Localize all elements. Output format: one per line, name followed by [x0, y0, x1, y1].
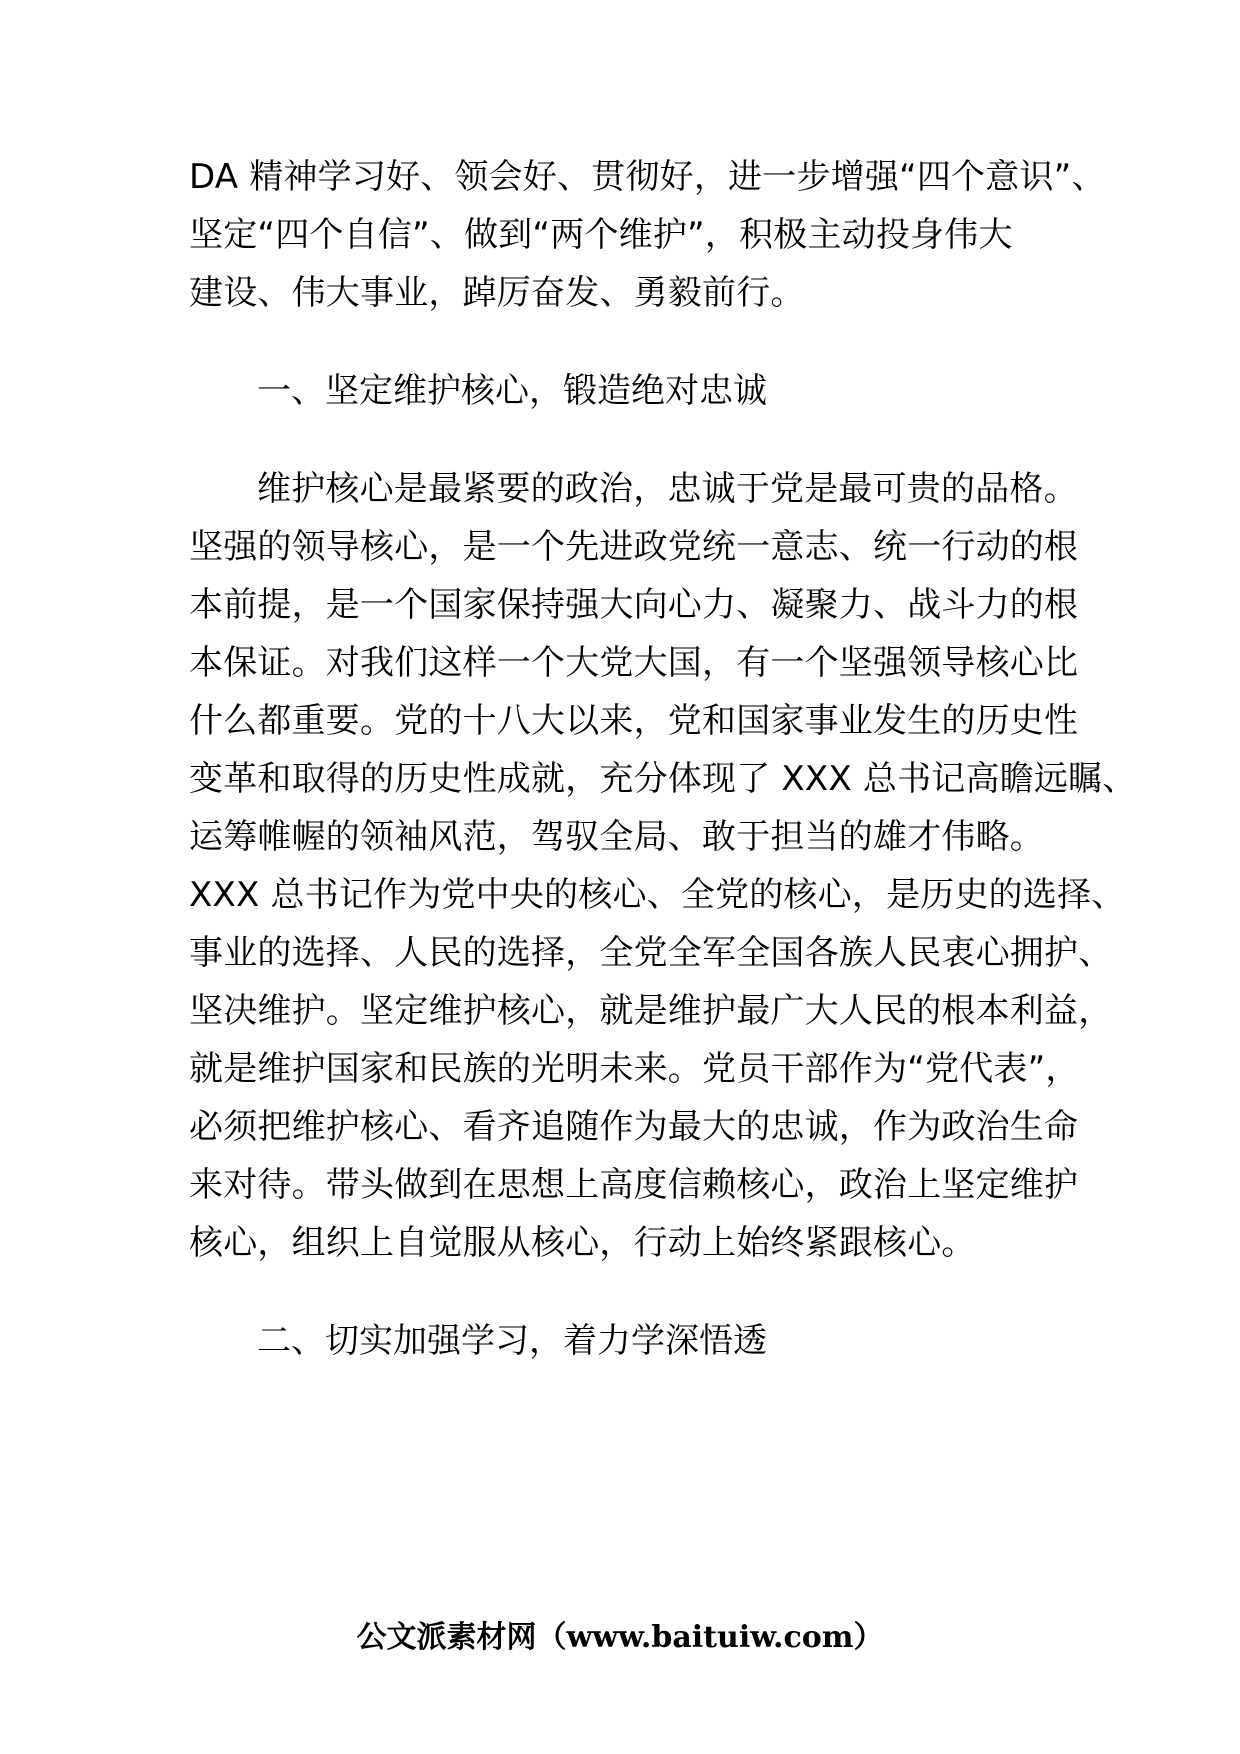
- section-1-line-4: 本保证。对我们这样一个大党大国，有一个坚强领导核心比: [189, 643, 1079, 683]
- intro-line-1: DA 精神学习好、领会好、贯彻好，进一步增强“四个意识”、: [189, 157, 1106, 197]
- section-1-line-13: 来对待。带头做到在思想上高度信赖核心，政治上坚定维护: [189, 1165, 1079, 1205]
- section-1-line-3: 本前提，是一个国家保持强大向心力、凝聚力、战斗力的根: [189, 585, 1079, 625]
- footer-source: 公文派素材网（www.baituiw.com）: [356, 1620, 884, 1655]
- section-1-line-9: 事业的选择、人民的选择，全党全军全国各族人民衷心拥护、: [189, 933, 1113, 973]
- section-1-heading: 一、坚定维护核心，锻造绝对忠诚: [257, 371, 767, 411]
- section-1-line-7: 运筹帷幄的领袖风范，驾驭全局、敢于担当的雄才伟略。: [189, 817, 1044, 857]
- intro-line-3: 建设、伟大事业，踔厉奋发、勇毅前行。: [189, 273, 805, 313]
- intro-line-2: 坚定“四个自信”、做到“两个维护”，积极主动投身伟大: [189, 215, 1013, 255]
- section-1-line-6: 变革和取得的历史性成就，充分体现了 XXX 总书记高瞻远瞩、: [189, 759, 1137, 799]
- section-1-line-14: 核心，组织上自觉服从核心，行动上始终紧跟核心。: [189, 1223, 976, 1263]
- section-1-line-2: 坚强的领导核心，是一个先进政党统一意志、统一行动的根: [189, 527, 1079, 567]
- section-1-line-8: XXX 总书记作为党中央的核心、全党的核心，是历史的选择、: [189, 875, 1126, 915]
- section-1-line-10: 坚决维护。坚定维护核心，就是维护最广大人民的根本利益，: [189, 991, 1113, 1031]
- section-1-line-5: 什么都重要。党的十八大以来，党和国家事业发生的历史性: [189, 701, 1079, 741]
- section-2-heading: 二、切实加强学习，着力学深悟透: [257, 1321, 767, 1361]
- section-1-line-12: 必须把维护核心、看齐追随作为最大的忠诚，作为政治生命: [189, 1107, 1079, 1147]
- section-1-line-1: 维护核心是最紧要的政治，忠诚于党是最可贵的品格。: [257, 469, 1078, 509]
- section-1-line-11: 就是维护国家和民族的光明未来。党员干部作为“党代表”，: [189, 1049, 1080, 1089]
